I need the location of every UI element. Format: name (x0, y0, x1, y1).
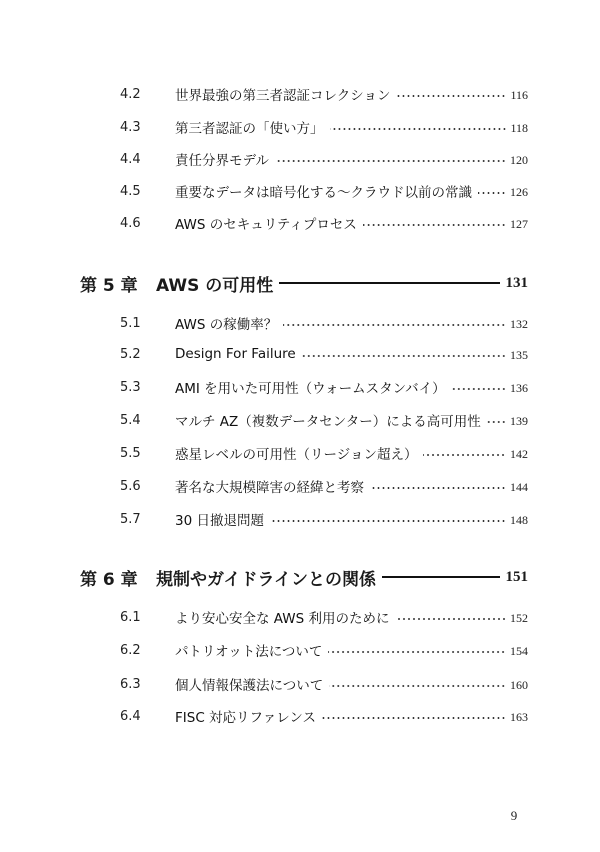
toc-entry-4-4[interactable] (120, 147, 528, 171)
dot-leader (283, 324, 506, 326)
entry-number: 4.4 (120, 151, 141, 167)
entry-page: 127 (510, 216, 528, 231)
entry-number: 4.3 (120, 119, 141, 135)
entry-title: より安心安全な AWS 利用のために (175, 611, 390, 627)
entry-title: 世界最強の第三者認証コレクション (175, 88, 391, 104)
toc-entry-4-2[interactable] (120, 82, 528, 106)
entry-title: AWS の稼働率？ (175, 317, 278, 333)
dot-leader (328, 651, 506, 653)
toc-entry-5-7[interactable] (120, 507, 528, 531)
entry-page: 144 (510, 479, 528, 494)
toc-entry-5-2[interactable] (120, 342, 528, 366)
dot-leader (330, 128, 507, 130)
dot-leader (396, 95, 506, 97)
entry-title: 第三者認証の「使い方」 (175, 121, 324, 137)
dot-leader (322, 717, 506, 719)
entry-number: 5.1 (120, 315, 141, 331)
dot-leader (329, 685, 506, 687)
entry-title: 責任分界モデル (175, 153, 269, 169)
entry-page: 163 (510, 709, 528, 724)
entry-title: FISC 対応リファレンス (175, 710, 317, 726)
entry-number: 6.3 (120, 676, 141, 692)
entry-title: Design For Failure (175, 346, 296, 362)
toc-entry-5-1[interactable] (120, 311, 528, 335)
page-number: 9 (510, 808, 518, 823)
entry-number: 4.2 (120, 86, 141, 102)
entry-page: 132 (510, 316, 528, 331)
dot-leader (423, 454, 506, 456)
entry-page: 126 (510, 184, 528, 199)
entry-title: 重要なデータは暗号化する〜クラウド以前の常識 (175, 185, 472, 201)
entry-number: 4.5 (120, 183, 141, 199)
entry-title: 個人情報保護法について (175, 678, 324, 694)
toc-entry-6-2[interactable] (120, 638, 528, 662)
entry-number: 5.2 (120, 346, 141, 362)
entry-title: 30 日撤退問題 (175, 513, 264, 529)
dot-leader (275, 160, 506, 162)
entry-number: 6.4 (120, 708, 141, 724)
entry-number: 5.5 (120, 445, 141, 461)
entry-page: 154 (510, 643, 528, 658)
entry-title: AWS のセキュリティプロセス (175, 217, 357, 233)
entry-page: 116 (510, 87, 528, 102)
entry-page: 142 (510, 446, 528, 461)
chapter-page: 151 (505, 568, 528, 585)
toc-entry-4-5[interactable] (120, 179, 528, 203)
entry-number: 6.1 (120, 609, 141, 625)
entry-title: パトリオット法について (175, 644, 323, 660)
dot-leader (370, 487, 506, 489)
dot-leader (302, 355, 506, 357)
entry-title: AMI を用いた可用性（ウォームスタンバイ） (175, 381, 446, 397)
toc-entry-5-3[interactable] (120, 375, 528, 399)
entry-title: 惑星レベルの可用性（リージョン超え） (175, 447, 418, 463)
chapter-page: 131 (505, 274, 528, 291)
chapter-label: 第 5 章 (80, 275, 138, 296)
toc-entry-4-3[interactable] (120, 115, 528, 139)
toc-entry-5-6[interactable] (120, 474, 528, 498)
entry-number: 5.4 (120, 412, 141, 428)
chapter-title: 規制やガイドラインとの関係 (156, 569, 376, 590)
chapter-5-heading[interactable] (80, 268, 528, 298)
dot-leader (270, 520, 506, 522)
toc-entry-4-6[interactable] (120, 211, 528, 235)
toc-entry-6-1[interactable] (120, 605, 528, 629)
toc-entry-6-3[interactable] (120, 672, 528, 696)
toc-entry-6-4[interactable] (120, 704, 528, 728)
chapter-rule (382, 576, 500, 578)
entry-title: マルチ AZ（複数データセンター）による高可用性 (175, 414, 481, 430)
entry-number: 4.6 (120, 215, 141, 231)
entry-page: 135 (510, 347, 528, 362)
entry-page: 160 (510, 677, 528, 692)
entry-number: 5.3 (120, 379, 141, 395)
entry-number: 6.2 (120, 642, 141, 658)
dot-leader (363, 224, 506, 226)
chapter-title: AWS の可用性 (156, 275, 274, 296)
entry-page: 118 (510, 120, 528, 135)
chapter-6-heading[interactable] (80, 562, 528, 592)
entry-page: 136 (510, 380, 528, 395)
dot-leader (396, 618, 507, 620)
chapter-label: 第 6 章 (80, 569, 138, 590)
entry-page: 152 (510, 610, 528, 625)
toc-entry-5-4[interactable] (120, 408, 528, 432)
entry-page: 120 (510, 152, 528, 167)
dot-leader (452, 388, 506, 390)
entry-title: 著名な大規模障害の経緯と考察 (175, 480, 364, 496)
toc-entry-5-5[interactable] (120, 441, 528, 465)
dot-leader (487, 421, 506, 423)
chapter-rule (279, 282, 499, 284)
dot-leader (478, 192, 506, 194)
entry-number: 5.6 (120, 478, 141, 494)
entry-number: 5.7 (120, 511, 141, 527)
entry-page: 139 (510, 413, 528, 428)
entry-page: 148 (510, 512, 528, 527)
